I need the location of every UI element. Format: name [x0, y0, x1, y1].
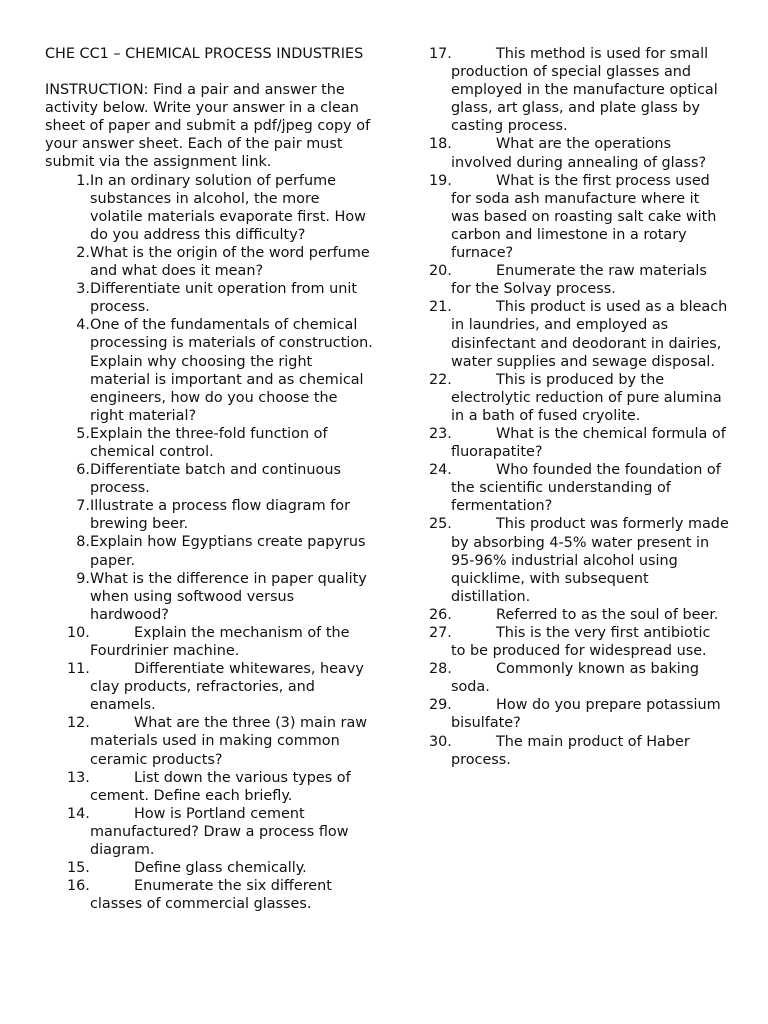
question-item — [429, 624, 729, 660]
question-number: 16. — [67, 878, 90, 895]
question-item — [45, 859, 375, 877]
question-number: 8. — [76, 534, 90, 551]
question-number: 18. — [429, 136, 452, 153]
instruction-paragraph: INSTRUCTION: Find a pair and answer the activity below. Write your answer in a clean sheet of paper and submit a pdf/jpeg copy of your answer sheet. Each of the pair must submit via the assignment link. — [45, 82, 371, 171]
question-text: This product was formerly made by absorbing 4-5% water present in 95-96% industrial alcohol using quicklime, with subsequent distillation. — [451, 516, 729, 605]
question-number: 26. — [429, 606, 452, 623]
question-item — [45, 316, 375, 425]
right-column — [429, 45, 729, 769]
question-text: Explain the mechanism of the Fourdrinier machine. — [90, 624, 350, 659]
question-number: 13. — [67, 769, 90, 786]
question-text: This product is used as a bleach in laundries, and employed as disinfectant and deodorant in dairies, water supplies and sewage disposal. — [451, 299, 728, 370]
question-text: Referred to as the soul of beer. — [496, 606, 719, 623]
question-number: 15. — [67, 860, 90, 877]
question-item — [429, 515, 729, 605]
question-text: What is the first process used for soda ash manufacture where it was based on roasting salt cake with carbon and limestone in a rotary furnace? — [451, 172, 717, 262]
question-item — [429, 371, 729, 425]
question-list-left — [45, 172, 375, 914]
question-number: 6. — [76, 462, 90, 479]
question-text: The main product of Haber process. — [451, 733, 690, 768]
question-text: What is the origin of the word perfume and what does it mean? — [90, 244, 370, 280]
question-text: Differentiate whitewares, heavy clay products, refractories, and enamels. — [90, 661, 364, 714]
question-item — [429, 733, 729, 769]
question-number: 9. — [76, 570, 90, 587]
question-number: 4. — [76, 317, 90, 334]
question-number: 19. — [429, 172, 452, 189]
question-text: This method is used for small production of special glasses and employed in the manufacture optical glass, art glass, and plate glass by casting process. — [451, 46, 718, 135]
left-column — [45, 45, 375, 913]
question-number: 2. — [76, 244, 90, 261]
question-item — [429, 425, 729, 461]
question-text: This is the very first antibiotic to be produced for widespread use. — [451, 625, 711, 660]
question-item — [45, 660, 375, 714]
question-number: 24. — [429, 462, 452, 479]
question-item — [429, 45, 729, 135]
question-number: 12. — [67, 715, 90, 732]
question-item — [429, 660, 729, 696]
question-item — [45, 280, 375, 316]
question-text: Illustrate a process flow diagram for brewing beer. — [90, 498, 350, 533]
question-item — [45, 769, 375, 805]
question-item — [45, 714, 375, 768]
question-number: 14. — [67, 805, 90, 822]
question-item — [45, 805, 375, 859]
question-item — [429, 172, 729, 262]
question-number: 21. — [429, 299, 452, 316]
question-text: Who founded the foundation of the scientific understanding of fermentation? — [451, 462, 721, 515]
question-item — [45, 497, 375, 533]
question-number: 22. — [429, 371, 452, 388]
question-item — [45, 425, 375, 461]
question-item — [429, 262, 729, 298]
question-number: 17. — [429, 46, 452, 62]
question-number: 20. — [429, 263, 452, 280]
question-text: Enumerate the raw materials for the Solvay process. — [451, 263, 707, 298]
question-number: 29. — [429, 697, 452, 714]
question-number: 1. — [76, 172, 90, 189]
question-text: One of the fundamentals of chemical processing is materials of construction. Explain why choosing the right material is important and as chemical engineers, how do you choose the right material? — [90, 317, 373, 424]
question-text: Explain how Egyptians create papyrus paper. — [90, 534, 366, 569]
question-text: Enumerate the six different classes of commercial glasses. — [90, 878, 332, 913]
question-number: 7. — [76, 498, 90, 515]
question-item — [45, 877, 375, 913]
question-text: Commonly known as baking soda. — [451, 661, 700, 696]
question-item — [45, 533, 375, 569]
question-item — [429, 696, 729, 732]
question-item — [45, 624, 375, 660]
question-number: 11. — [67, 661, 90, 678]
question-number: 10. — [67, 624, 90, 641]
question-text: What are the three (3) main raw materials used in making common ceramic products? — [90, 715, 368, 768]
document-title: CHE CC1 – CHEMICAL PROCESS INDUSTRIES — [45, 46, 364, 62]
question-item — [429, 461, 729, 515]
question-item — [429, 606, 729, 624]
question-item — [45, 461, 375, 497]
question-text: How do you prepare potassium bisulfate? — [451, 697, 721, 732]
question-number: 5. — [76, 425, 90, 442]
question-number: 30. — [429, 733, 452, 750]
question-list-right — [429, 45, 729, 769]
question-item — [45, 570, 375, 624]
question-item — [45, 172, 375, 244]
question-text: Explain the three-fold function of chemical control. — [90, 425, 328, 460]
question-text: Define glass chemically. — [134, 860, 307, 877]
question-item — [45, 244, 375, 280]
question-number: 28. — [429, 661, 452, 678]
question-text: What are the operations involved during annealing of glass? — [451, 136, 707, 171]
question-text: How is Portland cement manufactured? Draw a process flow diagram. — [90, 805, 349, 859]
question-text: List down the various types of cement. Define each briefly. — [90, 769, 351, 804]
question-item — [429, 135, 729, 171]
question-text: Differentiate unit operation from unit process. — [90, 281, 358, 316]
question-number: 23. — [429, 425, 452, 442]
question-text: In an ordinary solution of perfume substances in alcohol, the more volatile materials evaporate first. How do you address this difficulty? — [90, 172, 366, 243]
question-text: Differentiate batch and continuous process. — [90, 462, 341, 497]
question-number: 3. — [76, 281, 90, 298]
question-number: 25. — [429, 516, 452, 533]
question-text: This is produced by the electrolytic reduction of pure alumina in a bath of fused cryolite. — [451, 371, 722, 424]
question-text: What is the difference in paper quality when using softwood versus hardwood? — [90, 570, 367, 623]
question-text: What is the chemical formula of fluorapatite? — [451, 425, 726, 461]
question-item — [429, 298, 729, 370]
question-number: 27. — [429, 625, 452, 641]
